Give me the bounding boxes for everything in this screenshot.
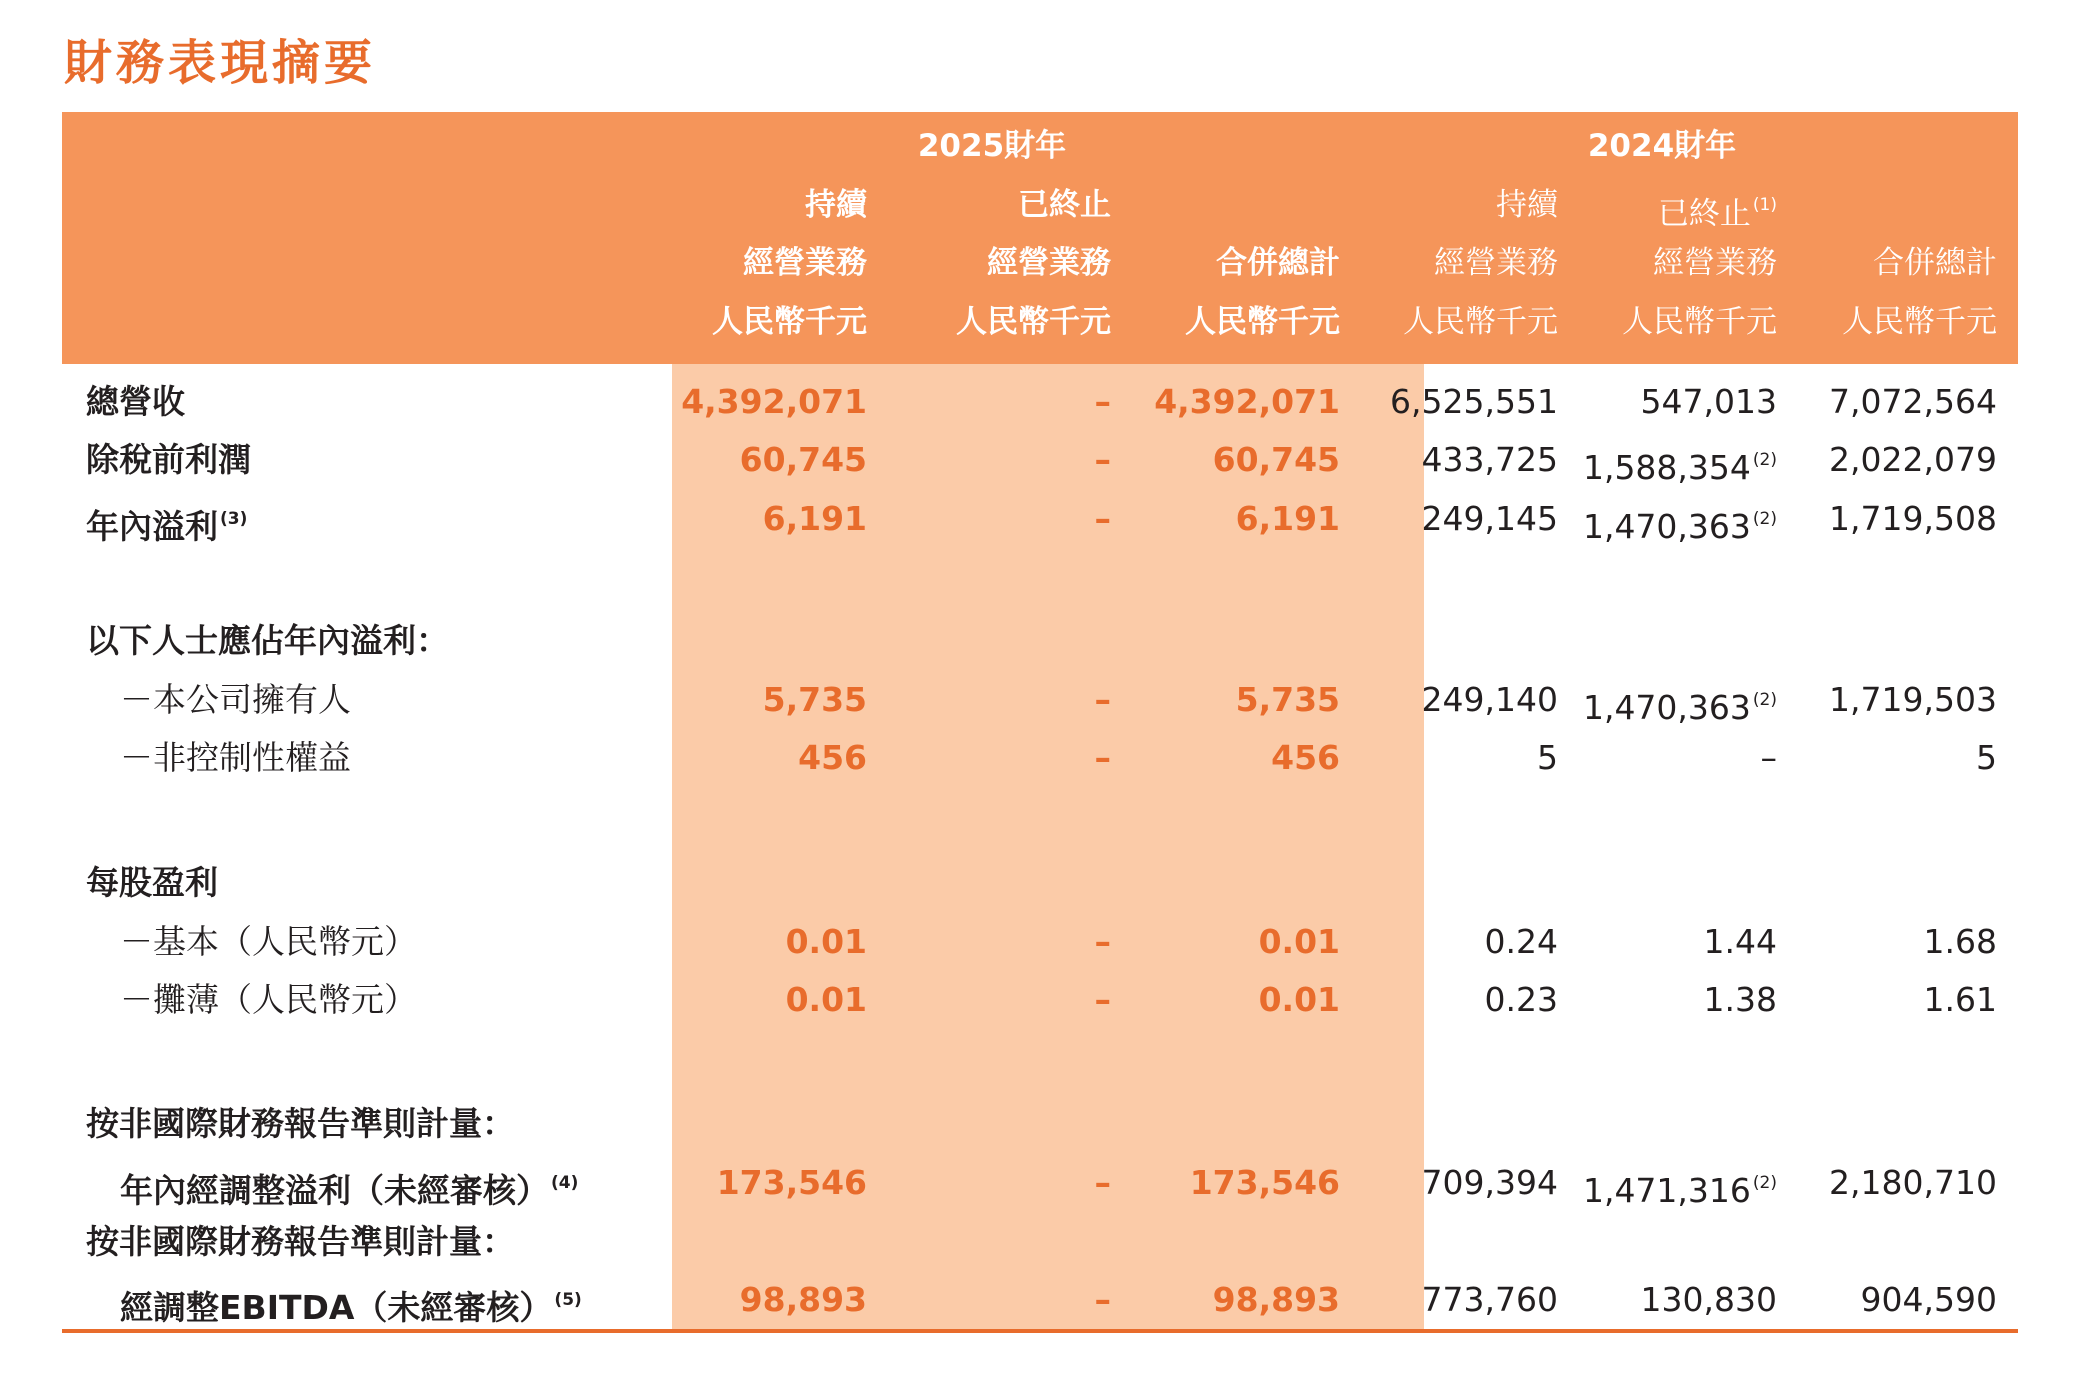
row-label: 每股盈利 bbox=[86, 863, 218, 902]
column-unit: 人民幣千元 bbox=[1622, 304, 1777, 340]
table-cell: 1,470,363 $^{(2)}$ bbox=[1582, 688, 1777, 727]
table-cell: – bbox=[1094, 440, 1111, 479]
table-cell: 0.01 bbox=[785, 922, 867, 961]
row-label: 按非國際財務報告準則計量： bbox=[86, 1104, 515, 1143]
table-cell: 1,471,316 $^{(2)}$ bbox=[1582, 1171, 1777, 1210]
table-cell: 4,392,071 bbox=[681, 382, 867, 421]
row-label: －非控制性權益 bbox=[120, 738, 351, 777]
footnote-marker: (2) bbox=[1752, 1173, 1777, 1193]
table-cell: 1.68 bbox=[1923, 922, 1997, 961]
table-cell: 1.38 bbox=[1703, 980, 1777, 1019]
table-cell: 249,140 bbox=[1421, 680, 1558, 719]
footnote-marker: (4) bbox=[551, 1173, 579, 1193]
financial-summary-table bbox=[62, 112, 2018, 1340]
footnote-marker: (1) bbox=[1752, 195, 1777, 215]
column-unit: 人民幣千元 bbox=[1185, 304, 1340, 340]
column-unit: 人民幣千元 bbox=[956, 304, 1111, 340]
column-header-line2: 合併總計 bbox=[1873, 245, 1997, 281]
table-cell: – bbox=[1094, 922, 1111, 961]
table-cell: 547,013 bbox=[1640, 382, 1777, 421]
column-header-line1: 持續 bbox=[805, 187, 867, 223]
table-cell: – bbox=[1760, 738, 1777, 777]
row-label: 按非國際財務報告準則計量： bbox=[86, 1222, 515, 1261]
row-label: －攤薄（人民幣元） bbox=[120, 980, 417, 1019]
table-cell: 433,725 bbox=[1421, 440, 1558, 479]
column-unit: 人民幣千元 bbox=[1842, 304, 1997, 340]
table-cell: 173,546 bbox=[716, 1163, 867, 1202]
table-cell: 1.61 bbox=[1923, 980, 1997, 1019]
table-cell: 5 bbox=[1537, 738, 1558, 777]
table-cell: – bbox=[1094, 680, 1111, 719]
table-cell: 1,719,503 bbox=[1829, 680, 1997, 719]
table-cell: 773,760 bbox=[1421, 1280, 1558, 1319]
row-label: 總營收 bbox=[86, 382, 185, 421]
table-cell: – bbox=[1094, 1280, 1111, 1319]
table-cell: – bbox=[1094, 382, 1111, 421]
column-header-line1: 持續 bbox=[1496, 187, 1558, 223]
table-cell: 249,145 bbox=[1421, 499, 1558, 538]
table-cell: 60,745 bbox=[1212, 440, 1340, 479]
page-title: 財務表現摘要 bbox=[64, 35, 377, 91]
table-cell: – bbox=[1094, 738, 1111, 777]
table-cell: 98,893 bbox=[739, 1280, 867, 1319]
table-cell: 6,191 bbox=[1235, 499, 1340, 538]
table-cell: 1,588,354 $^{(2)}$ bbox=[1582, 448, 1777, 487]
table-cell: 456 bbox=[1271, 738, 1340, 777]
table-cell: 4,392,071 bbox=[1154, 382, 1340, 421]
table-cell: 0.01 bbox=[785, 980, 867, 1019]
table-cell: 6,525,551 bbox=[1390, 382, 1558, 421]
column-header-line1: 已終止 $^{(1)}$ bbox=[1657, 195, 1777, 232]
table-cell: 173,546 bbox=[1189, 1163, 1340, 1202]
table-cell: 2,022,079 bbox=[1829, 440, 1997, 479]
table-cell: 130,830 bbox=[1640, 1280, 1777, 1319]
column-header-line2: 經營業務 bbox=[1434, 245, 1558, 281]
footnote-marker: (2) bbox=[1752, 450, 1777, 470]
table-cell: 7,072,564 bbox=[1829, 382, 1997, 421]
table-cell: 2,180,710 bbox=[1829, 1163, 1997, 1202]
row-label: 以下人士應佔年內溢利： bbox=[86, 621, 449, 660]
column-header-line2: 經營業務 bbox=[987, 245, 1111, 281]
column-header-line2: 經營業務 bbox=[1653, 245, 1777, 281]
table-cell: – bbox=[1094, 1163, 1111, 1202]
table-cell: 0.01 bbox=[1258, 922, 1340, 961]
table-cell: 709,394 bbox=[1421, 1163, 1558, 1202]
row-label: 年內溢利 $^{(3)}$ bbox=[86, 507, 248, 546]
column-unit: 人民幣千元 bbox=[712, 304, 867, 340]
row-label: 年內經調整溢利（未經審核） $^{(4)}$ bbox=[120, 1171, 579, 1210]
table-cell: 904,590 bbox=[1860, 1280, 1997, 1319]
table-cell: 6,191 bbox=[762, 499, 867, 538]
table-cell: 0.24 bbox=[1484, 922, 1558, 961]
column-header-line2: 合併總計 bbox=[1216, 245, 1340, 281]
table-cell: 5,735 bbox=[762, 680, 867, 719]
row-label: 除稅前利潤 bbox=[86, 440, 251, 479]
table-cell: 5,735 bbox=[1235, 680, 1340, 719]
column-header-line2: 經營業務 bbox=[743, 245, 867, 281]
table-cell: – bbox=[1094, 980, 1111, 1019]
table-cell: 98,893 bbox=[1212, 1280, 1340, 1319]
table-cell: 456 bbox=[798, 738, 867, 777]
footnote-marker: (5) bbox=[554, 1290, 582, 1310]
table-cell: – bbox=[1094, 499, 1111, 538]
table-cell: 1,470,363 $^{(2)}$ bbox=[1582, 507, 1777, 546]
row-label: －本公司擁有人 bbox=[120, 680, 351, 719]
row-label: －基本（人民幣元） bbox=[120, 922, 417, 961]
footnote-marker: (2) bbox=[1752, 509, 1777, 529]
table-cell: 1.44 bbox=[1703, 922, 1777, 961]
table-cell: 0.23 bbox=[1484, 980, 1558, 1019]
row-label: 經調整EBITDA（未經審核） $^{(5)}$ bbox=[120, 1288, 582, 1327]
column-unit: 人民幣千元 bbox=[1403, 304, 1558, 340]
table-cell: 5 bbox=[1976, 738, 1997, 777]
column-header-line1: 已終止 bbox=[1018, 187, 1111, 223]
table-cell: 1,719,508 bbox=[1829, 499, 1997, 538]
table-cell: 60,745 bbox=[739, 440, 867, 479]
footnote-marker: (2) bbox=[1752, 690, 1777, 710]
footnote-marker: (3) bbox=[220, 509, 248, 529]
fy2025-header: 2025財年 bbox=[917, 128, 1067, 164]
table-cell: 0.01 bbox=[1258, 980, 1340, 1019]
fy2024-header: 2024財年 bbox=[1587, 128, 1737, 164]
